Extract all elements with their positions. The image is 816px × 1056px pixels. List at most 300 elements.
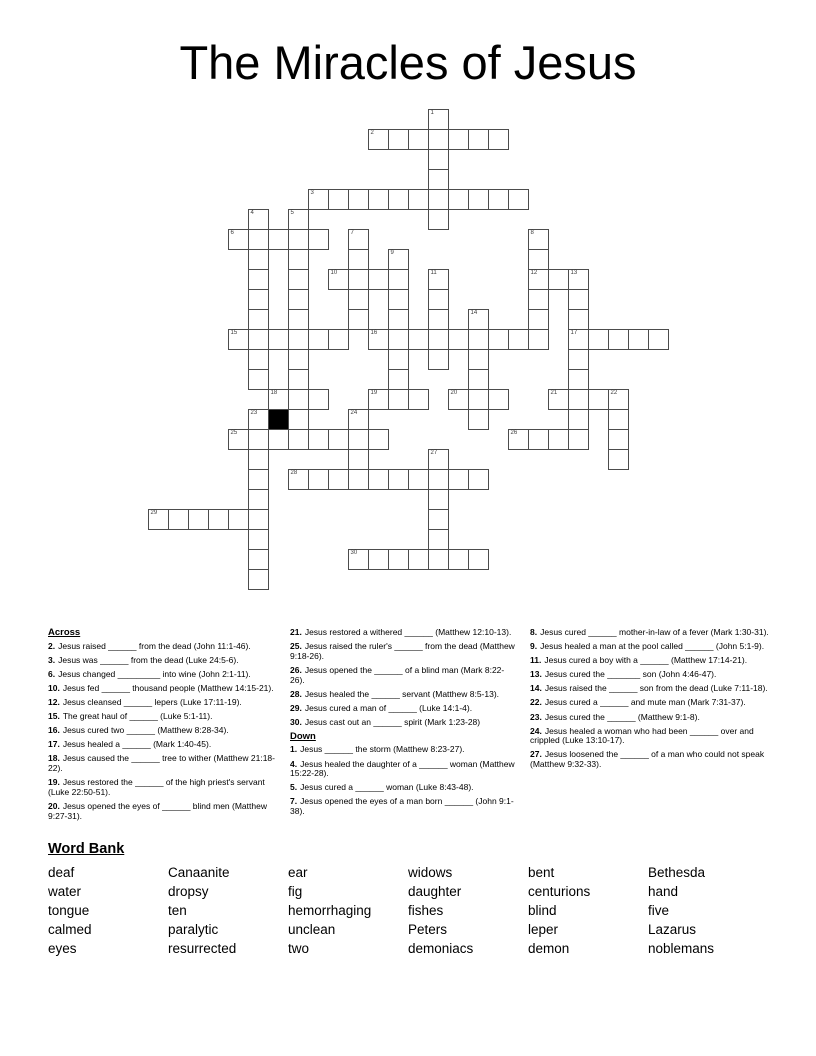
grid-cell — [428, 209, 449, 230]
grid-cell — [288, 389, 309, 410]
clue-text: Jesus restored a withered ______ (Matthew 12:10-13). — [304, 627, 512, 637]
clue-across-16 — [48, 726, 284, 736]
word-bank-item: calmed — [48, 922, 92, 937]
grid-cell — [528, 249, 549, 270]
word-bank-item: demoniacs — [408, 941, 474, 956]
word-bank-item: two — [288, 941, 310, 956]
grid-cell — [568, 389, 589, 410]
clue-text: Jesus cleansed ______ lepers (Luke 17:11-19). — [62, 696, 242, 707]
clue-text: Jesus healed a man at the pool called ______ (John 5:1-9). — [540, 641, 765, 652]
clue-text: Jesus healed a ______ (Mark 1:40-45). — [62, 739, 212, 750]
grid-cell — [368, 189, 389, 210]
cell-number: 6 — [230, 230, 234, 236]
grid-cell — [248, 429, 269, 450]
down-heading: Down — [290, 730, 316, 742]
cell-number: 8 — [530, 230, 534, 236]
grid-cell — [388, 309, 409, 330]
grid-cell — [428, 329, 449, 350]
word-bank-item: resurrected — [168, 941, 237, 956]
cell-number: 24 — [350, 410, 358, 416]
clue-text: Jesus raised the ______ son from the dead (Luke 7:11-18). — [544, 683, 768, 694]
clue-text: Jesus ______ the storm (Matthew 8:23-27). — [300, 744, 465, 755]
cell-number: 16 — [370, 330, 378, 336]
cell-number: 21 — [550, 390, 558, 396]
grid-cell — [448, 389, 469, 410]
clue-down-7 — [290, 797, 517, 816]
grid-cell — [588, 329, 609, 350]
clue-across-2 — [48, 642, 284, 652]
clue-text: Jesus fed ______ thousand people (Matthew 14:15-21). — [62, 682, 274, 693]
clue-text: Jesus restored the ______ of the high priest's servant (Luke 22:50-51). — [48, 777, 265, 797]
clue-text: Jesus opened the eyes of a man born ______ (John 9:1-38). — [290, 796, 514, 817]
cell-number: 18 — [270, 390, 278, 396]
grid-cell — [368, 329, 389, 350]
grid-cell — [488, 389, 509, 410]
clue-text: Jesus cured a boy with a ______ (Matthew 17:14-21). — [544, 655, 748, 666]
grid-cell — [248, 289, 269, 310]
grid-cell — [568, 429, 589, 450]
clue-number: 1. — [290, 744, 298, 755]
grid-cell — [608, 409, 629, 430]
grid-cell — [328, 469, 349, 490]
grid-cell — [268, 429, 289, 450]
grid-cell — [308, 329, 329, 350]
word-bank-item: centurions — [528, 884, 591, 899]
grid-cell — [528, 329, 549, 350]
grid-cell — [348, 549, 369, 570]
grid-cell — [288, 209, 309, 230]
grid-cell — [608, 389, 629, 410]
grid-cell — [528, 229, 549, 250]
clue-number: 11. — [530, 655, 542, 666]
grid-cell — [248, 369, 269, 390]
grid-cell — [388, 129, 409, 150]
grid-cell — [288, 249, 309, 270]
clue-text: The great haul of ______ (Luke 5:1-11). — [62, 710, 213, 721]
grid-cell — [488, 129, 509, 150]
word-bank-item: widows — [408, 865, 453, 880]
grid-cell — [408, 549, 429, 570]
clue-across-6 — [48, 670, 284, 680]
grid-cell — [388, 349, 409, 370]
grid-cell — [348, 249, 369, 270]
grid-cell — [608, 429, 629, 450]
grid-cell — [348, 429, 369, 450]
clue-text: Jesus cast out an ______ spirit (Mark 1:23-28) — [304, 716, 481, 727]
clue-text: Jesus healed the ______ servant (Matthew 8:5-13). — [304, 688, 500, 699]
grid-cell — [408, 469, 429, 490]
cell-number: 4 — [250, 210, 254, 216]
grid-cell — [328, 329, 349, 350]
grid-cell — [248, 449, 269, 470]
clue-across-30 — [290, 718, 517, 728]
grid-cell — [328, 189, 349, 210]
grid-cell — [228, 229, 249, 250]
grid-cell — [348, 289, 369, 310]
grid-cell — [468, 369, 489, 390]
grid-cell — [248, 489, 269, 510]
cell-number: 15 — [230, 330, 238, 336]
clue-number: 28. — [290, 688, 302, 699]
clue-column-3 — [530, 628, 773, 774]
clue-number: 29. — [290, 702, 302, 713]
grid-cell — [508, 189, 529, 210]
clue-number: 10. — [48, 682, 60, 693]
clue-number: 3. — [48, 654, 56, 665]
clue-text: Jesus healed the daughter of a ______ woman (Matthew 15:22-28). — [290, 758, 515, 779]
word-bank-item: five — [648, 903, 670, 918]
cell-number: 25 — [230, 430, 238, 436]
clue-column-2 — [290, 628, 517, 821]
clue-down-4 — [290, 760, 517, 779]
clue-number: 25. — [290, 641, 302, 652]
grid-cell — [388, 469, 409, 490]
grid-cell — [468, 469, 489, 490]
grid-cell — [248, 229, 269, 250]
grid-cell — [568, 409, 589, 430]
cell-number: 29 — [150, 510, 158, 516]
cell-number: 26 — [510, 430, 518, 436]
cell-number: 22 — [610, 390, 618, 396]
grid-cell — [348, 469, 369, 490]
clue-across-26 — [290, 666, 517, 685]
grid-cell — [348, 449, 369, 470]
grid-cell — [468, 129, 489, 150]
grid-cell — [348, 269, 369, 290]
clue-across-12 — [48, 698, 284, 708]
grid-cell — [488, 189, 509, 210]
grid-cell — [288, 309, 309, 330]
grid-cell — [348, 229, 369, 250]
word-bank-item: hemorrhaging — [288, 903, 372, 918]
clue-number: 14. — [530, 683, 542, 694]
clue-number: 7. — [290, 796, 298, 807]
grid-cell — [388, 269, 409, 290]
clue-number: 24. — [530, 725, 542, 736]
grid-cell — [388, 329, 409, 350]
word-bank-item: hand — [648, 884, 679, 899]
grid-cell — [408, 329, 429, 350]
cell-number: 1 — [430, 110, 434, 116]
grid-cell — [408, 189, 429, 210]
clue-down-9 — [530, 642, 773, 652]
clue-number: 18. — [48, 753, 60, 764]
grid-cell — [248, 409, 269, 430]
grid-cell — [248, 309, 269, 330]
grid-cell — [348, 309, 369, 330]
clue-down-14 — [530, 684, 773, 694]
grid-cell — [388, 249, 409, 270]
clue-down-22 — [530, 698, 773, 708]
grid-cell — [288, 349, 309, 370]
grid-cell — [488, 329, 509, 350]
grid-cell — [588, 389, 609, 410]
clue-text: Jesus cured a man of ______ (Luke 14:1-4). — [304, 702, 473, 713]
grid-cell — [548, 389, 569, 410]
grid-cell — [388, 189, 409, 210]
grid-cell — [468, 189, 489, 210]
word-bank-item: eyes — [48, 941, 77, 956]
word-bank-item: paralytic — [168, 922, 219, 937]
clue-number: 19. — [48, 777, 60, 788]
clue-number: 2. — [48, 640, 56, 651]
clue-text: Jesus raised the ruler's ______ from the dead (Matthew 9:18-26). — [290, 641, 515, 661]
across-heading: Across — [48, 627, 81, 638]
word-bank-item: demon — [528, 941, 570, 956]
grid-cell — [468, 329, 489, 350]
clue-across-28 — [290, 690, 517, 700]
grid-cell — [268, 229, 289, 250]
grid-cell — [428, 529, 449, 550]
word-bank-item: Lazarus — [648, 922, 697, 937]
clue-number: 5. — [290, 782, 298, 793]
clue-text: Jesus cured two ______ (Matthew 8:28-34). — [62, 725, 229, 736]
word-bank-item: daughter — [408, 884, 462, 899]
clue-across-19 — [48, 778, 284, 797]
grid-cell — [528, 289, 549, 310]
cell-number: 13 — [570, 270, 578, 276]
grid-cell — [428, 509, 449, 530]
clue-across-29 — [290, 704, 517, 714]
grid-cell — [428, 469, 449, 490]
grid-cell — [188, 509, 209, 530]
grid-cell — [308, 189, 329, 210]
grid-cell — [568, 329, 589, 350]
clue-number: 17. — [48, 739, 60, 750]
clue-number: 21. — [290, 627, 302, 637]
grid-cell — [508, 329, 529, 350]
grid-cell — [468, 309, 489, 330]
grid-cell — [228, 509, 249, 530]
grid-cell — [468, 549, 489, 570]
cell-number: 2 — [370, 130, 374, 136]
cell-number: 11 — [430, 270, 437, 276]
grid-cell — [468, 389, 489, 410]
grid-cell — [288, 469, 309, 490]
clue-column-1 — [48, 628, 284, 826]
grid-cell — [428, 289, 449, 310]
clue-text: Jesus opened the ______ of a blind man (Mark 8:22-26). — [290, 664, 505, 685]
grid-cell — [388, 369, 409, 390]
word-bank-item: ear — [288, 865, 308, 880]
clue-across-21 — [290, 628, 517, 638]
word-bank-item: ten — [168, 903, 187, 918]
grid-cell — [648, 329, 669, 350]
grid-cell — [428, 449, 449, 470]
clue-number: 12. — [48, 696, 60, 707]
grid-cell — [328, 429, 349, 450]
grid-cell — [428, 149, 449, 170]
grid-cell — [248, 549, 269, 570]
grid-cell — [408, 129, 429, 150]
word-bank-item: Canaanite — [168, 865, 230, 880]
grid-cell — [408, 389, 429, 410]
word-bank-item: bent — [528, 865, 555, 880]
grid-cell-black — [268, 409, 289, 430]
cell-number: 5 — [290, 210, 294, 216]
grid-cell — [308, 469, 329, 490]
grid-cell — [288, 429, 309, 450]
clue-number: 6. — [48, 668, 56, 679]
grid-cell — [428, 549, 449, 570]
clue-down-13 — [530, 670, 773, 680]
grid-cell — [368, 549, 389, 570]
cell-number: 7 — [350, 230, 354, 236]
grid-cell — [428, 349, 449, 370]
grid-cell — [148, 509, 169, 530]
grid-cell — [308, 229, 329, 250]
word-bank-item: water — [48, 884, 82, 899]
clue-number: 23. — [530, 711, 542, 722]
grid-cell — [628, 329, 649, 350]
clue-across-3 — [48, 656, 284, 666]
clue-number: 30. — [290, 716, 302, 727]
grid-cell — [468, 349, 489, 370]
clue-number: 4. — [290, 758, 298, 769]
grid-cell — [388, 389, 409, 410]
clue-down-1 — [290, 745, 517, 755]
grid-cell — [328, 269, 349, 290]
clue-text: Jesus cured the ______ (Matthew 9:1-8). — [544, 711, 700, 722]
clue-text: Jesus cured a ______ woman (Luke 8:43-48). — [300, 782, 474, 793]
word-bank-item: Bethesda — [648, 865, 706, 880]
grid-cell — [428, 189, 449, 210]
grid-cell — [248, 269, 269, 290]
clue-down-11 — [530, 656, 773, 666]
grid-cell — [448, 189, 469, 210]
cell-number: 10 — [330, 270, 338, 276]
grid-cell — [248, 329, 269, 350]
grid-cell — [568, 309, 589, 330]
clue-number: 13. — [530, 669, 542, 680]
grid-cell — [548, 429, 569, 450]
grid-cell — [288, 409, 309, 430]
grid-cell — [228, 329, 249, 350]
clue-down-8 — [530, 628, 773, 638]
clue-number: 27. — [530, 749, 542, 760]
clue-across-20 — [48, 802, 284, 821]
clue-text: Jesus healed a woman who had been ______ over and crippled (Luke 13:10-17). — [530, 725, 754, 746]
clue-text: Jesus loosened the ______ of a man who could not speak (Matthew 9:32-33). — [530, 749, 765, 770]
grid-cell — [368, 469, 389, 490]
clue-across-17 — [48, 740, 284, 750]
clue-number: 16. — [48, 725, 60, 736]
grid-cell — [528, 269, 549, 290]
grid-cell — [568, 349, 589, 370]
grid-cell — [248, 569, 269, 590]
grid-cell — [348, 409, 369, 430]
word-bank-item: deaf — [48, 865, 75, 880]
clue-down-23 — [530, 713, 773, 723]
word-bank — [48, 863, 768, 958]
word-bank-item: dropsy — [168, 884, 209, 899]
clue-across-15 — [48, 712, 284, 722]
grid-cell — [248, 469, 269, 490]
clue-number: 26. — [290, 664, 302, 675]
clue-text: Jesus cured ______ mother-in-law of a fever (Mark 1:30-31). — [540, 627, 769, 637]
clue-text: Jesus raised ______ from the dead (John 11:1-46). — [58, 640, 251, 651]
grid-cell — [288, 269, 309, 290]
grid-cell — [508, 429, 529, 450]
word-bank-heading: Word Bank — [48, 841, 125, 857]
cell-number: 9 — [390, 250, 394, 256]
grid-cell — [448, 469, 469, 490]
grid-cell — [388, 549, 409, 570]
clue-down-24 — [530, 727, 773, 746]
cell-number: 3 — [310, 190, 314, 196]
grid-cell — [268, 329, 289, 350]
clue-down-27 — [530, 750, 773, 769]
cell-number: 20 — [450, 390, 458, 396]
grid-cell — [568, 289, 589, 310]
grid-cell — [368, 129, 389, 150]
grid-cell — [428, 129, 449, 150]
grid-cell — [228, 429, 249, 450]
clue-down-5 — [290, 783, 517, 793]
cell-number: 12 — [530, 270, 538, 276]
grid-cell — [448, 329, 469, 350]
word-bank-item: noblemans — [648, 941, 715, 956]
word-bank-item: fig — [288, 884, 303, 899]
cell-number: 19 — [370, 390, 378, 396]
grid-cell — [568, 369, 589, 390]
clue-across-25 — [290, 642, 517, 661]
grid-cell — [248, 349, 269, 370]
grid-cell — [308, 389, 329, 410]
page-title: The Miracles of Jesus — [179, 36, 637, 89]
clue-text: Jesus changed _________ into wine (John 2:1-11). — [58, 668, 251, 679]
cell-number: 17 — [570, 330, 578, 336]
clue-text: Jesus cured a ______ and mute man (Mark 7:31-37). — [544, 697, 746, 708]
grid-cell — [308, 429, 329, 450]
word-bank-item: tongue — [48, 903, 90, 918]
word-bank-item: blind — [528, 903, 557, 918]
grid-cell — [348, 189, 369, 210]
clue-number: 8. — [530, 627, 538, 637]
word-bank-item: leper — [528, 922, 559, 937]
clue-text: Jesus caused the ______ tree to wither (Matthew 21:18-22). — [48, 753, 275, 773]
grid-cell — [568, 269, 589, 290]
word-bank-item: Peters — [408, 922, 448, 937]
cell-number: 14 — [470, 310, 478, 316]
clue-across-18 — [48, 754, 284, 773]
grid-cell — [168, 509, 189, 530]
grid-cell — [288, 289, 309, 310]
grid-cell — [208, 509, 229, 530]
grid-cell — [288, 369, 309, 390]
grid-cell — [368, 389, 389, 410]
grid-cell — [428, 489, 449, 510]
grid-cell — [248, 249, 269, 270]
grid-cell — [388, 289, 409, 310]
grid-cell — [268, 389, 289, 410]
clue-across-10 — [48, 684, 284, 694]
grid-cell — [248, 209, 269, 230]
cell-number: 23 — [250, 410, 258, 416]
grid-cell — [428, 309, 449, 330]
grid-cell — [608, 449, 629, 470]
grid-cell — [248, 509, 269, 530]
cell-number: 27 — [430, 450, 438, 456]
grid-cell — [448, 129, 469, 150]
word-bank-item: unclean — [288, 922, 336, 937]
grid-cell — [448, 549, 469, 570]
clue-number: 15. — [48, 710, 60, 721]
grid-cell — [288, 229, 309, 250]
grid-cell — [608, 329, 629, 350]
grid-cell — [368, 269, 389, 290]
cell-number: 30 — [350, 550, 358, 556]
